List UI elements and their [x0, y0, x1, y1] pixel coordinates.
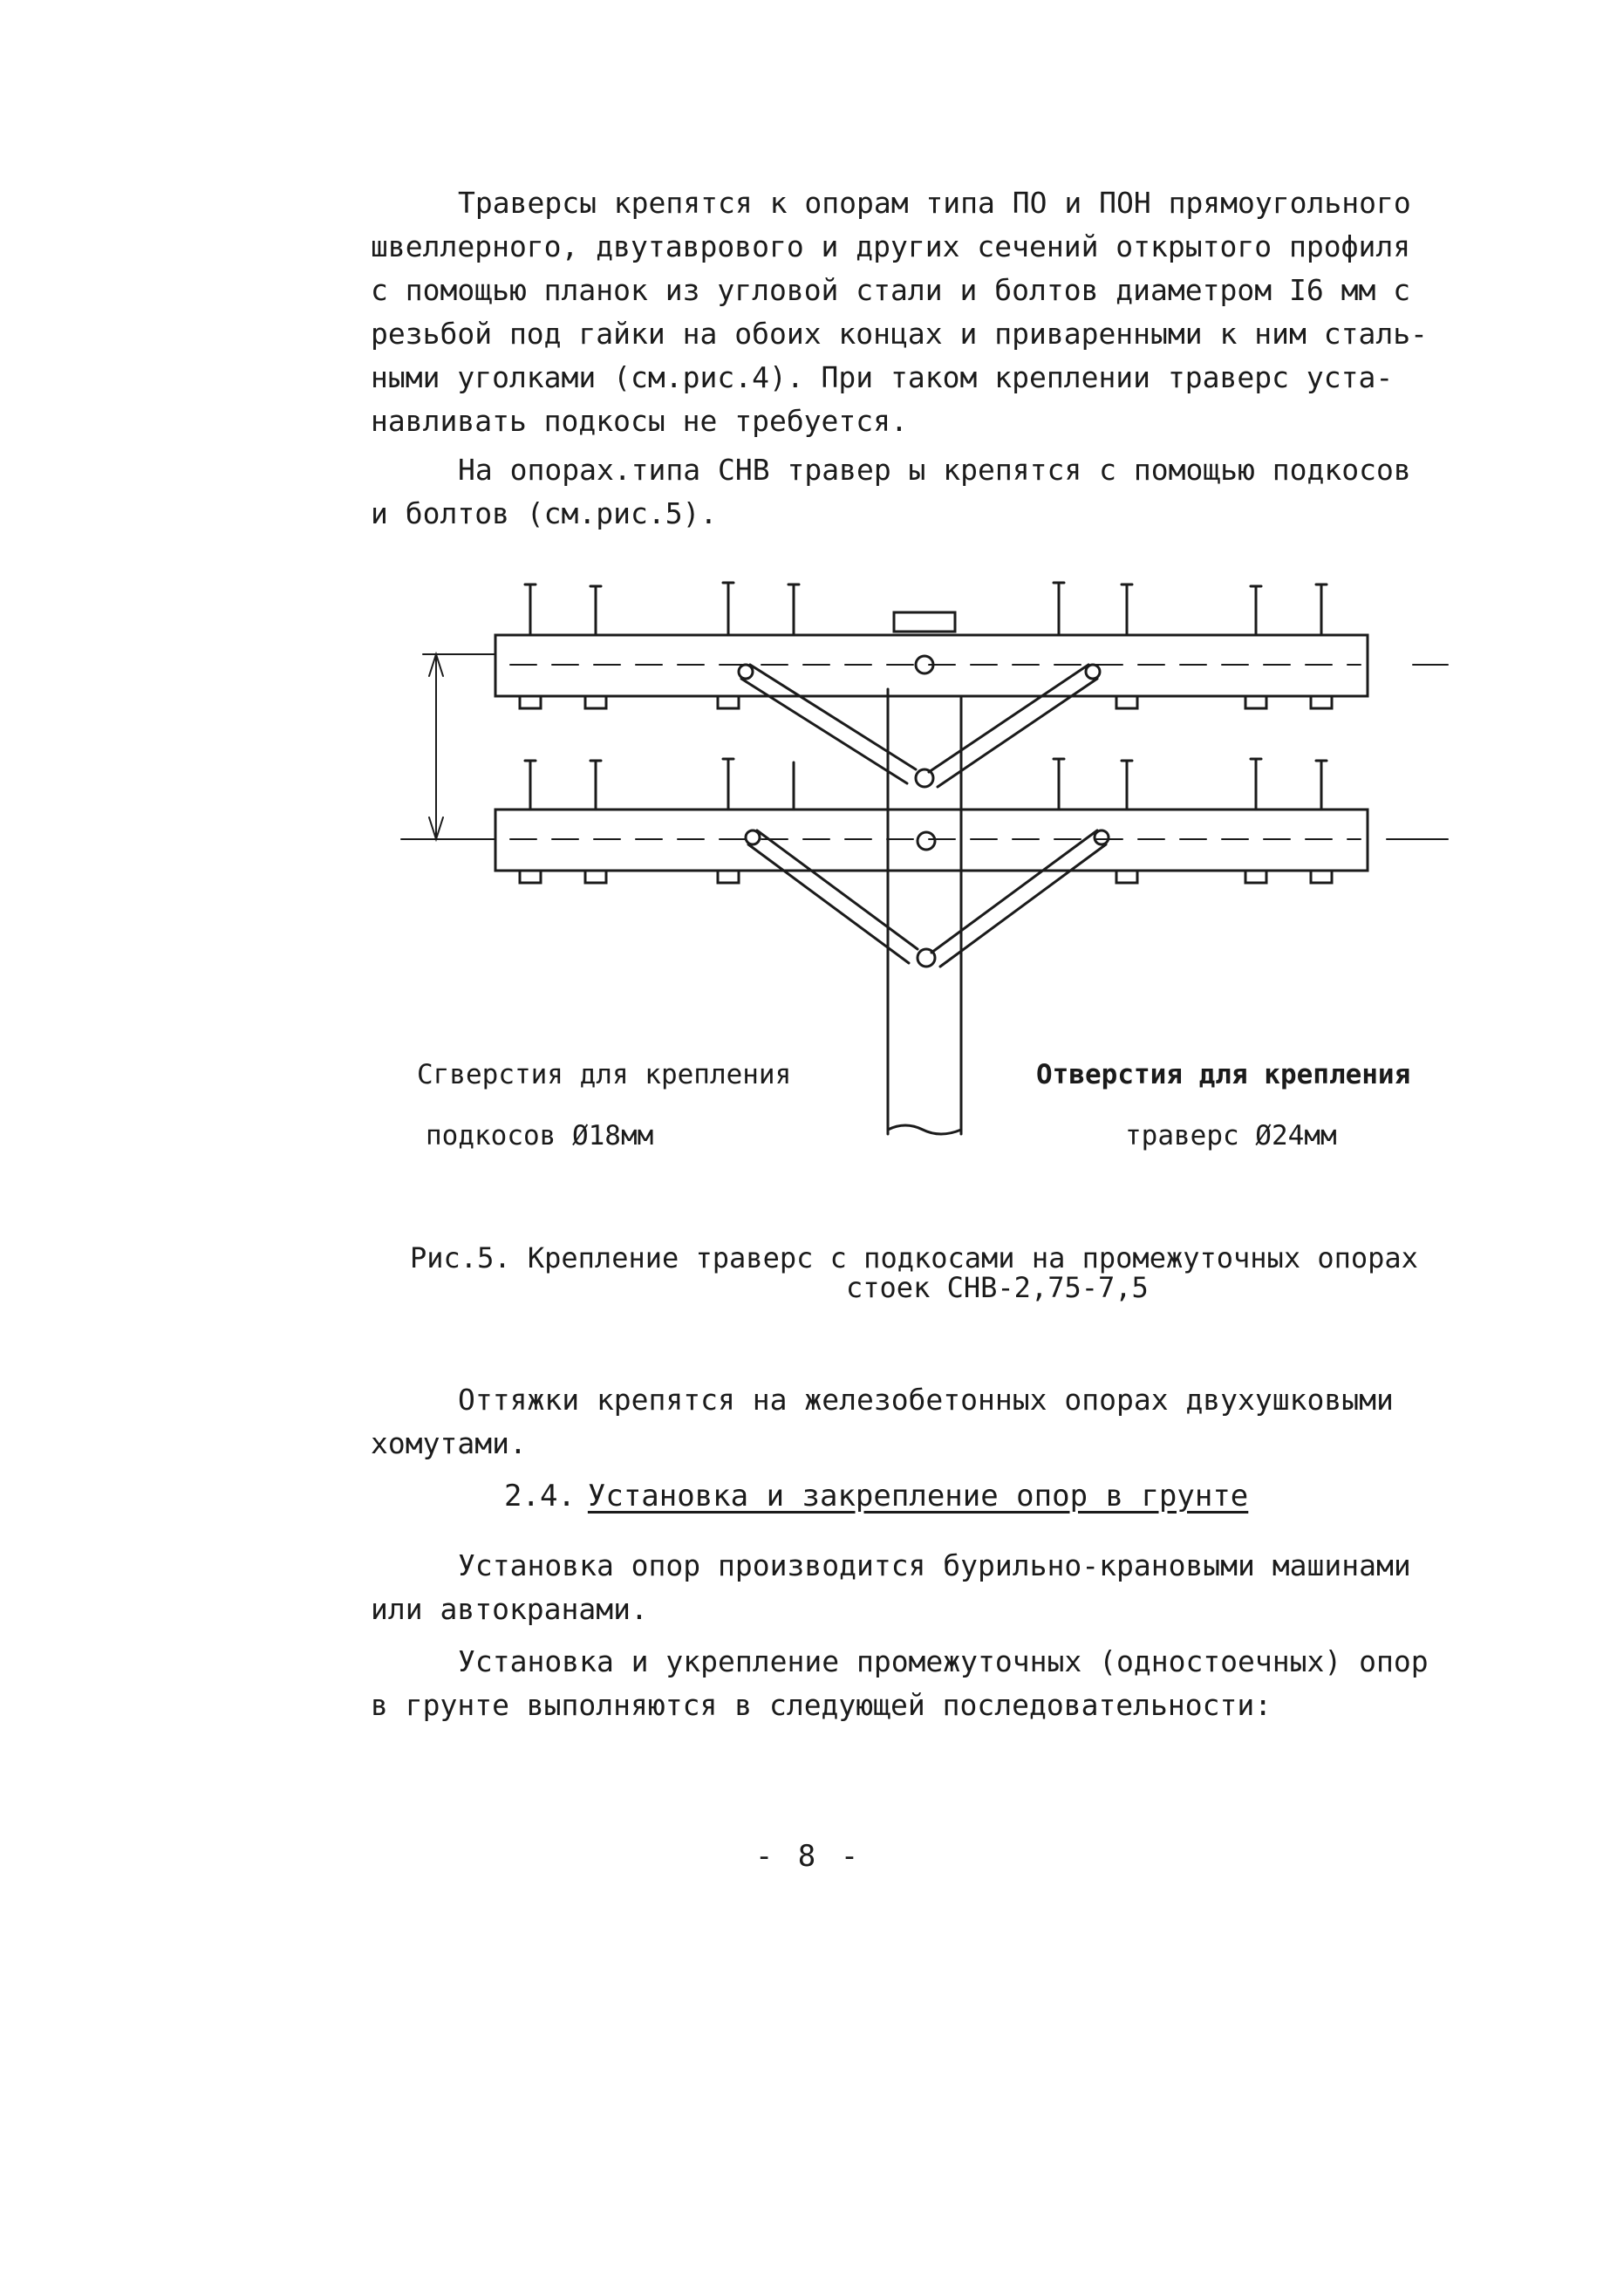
upper-brace-hole-left [739, 665, 753, 679]
label-traverse-holes-diameter: траверс Ø24мм [1125, 1120, 1337, 1151]
lower-brace-joint [918, 949, 935, 967]
section-number: 2.4. [504, 1479, 576, 1514]
paragraph-installation-sequence: Установка и укрепление промежуточных (одностоечных) опор в грунте выполняются в следующей последовательности: [371, 1644, 1429, 1722]
label-brace-holes-diameter: подкосов Ø18мм [426, 1120, 654, 1151]
lower-brace-left-b [748, 844, 909, 963]
upper-brace-left-a [750, 665, 916, 769]
upper-brace-left-b [741, 679, 907, 783]
upper-nuts [520, 696, 1332, 708]
upper-brace-joint [916, 769, 933, 787]
paragraph-guy-wires: Оттяжки крепятся на железобетонных опорах двухушковыми хомутами. [371, 1383, 1394, 1460]
lower-brace-hole-left [746, 830, 760, 844]
lower-brace-right-a [931, 830, 1097, 953]
upper-insulator-pins [525, 583, 1327, 635]
lower-insulator-pins [525, 759, 1327, 810]
figure-caption [410, 1243, 1483, 1302]
lower-brace-left-a [757, 830, 918, 949]
paragraph-installation-machines: Установка опор производится бурильно-крановыми машинами или автокранами. [371, 1548, 1411, 1626]
pole-top-cap [894, 612, 955, 632]
section-title: Установка и закрепление опор в грунте [587, 1479, 1249, 1514]
lower-brace-hole-right [1095, 830, 1109, 844]
upper-brace-right-a [929, 665, 1088, 772]
paragraph-snv-supports: На опорах.типа СНВ травер ы крепятся с помощью подкосов и болтов (см.рис.5). [371, 453, 1411, 530]
caption-line-2: стоек СНВ-2,75-7,5 [846, 1271, 1149, 1304]
lower-bolt-hole [918, 832, 935, 850]
upper-brace-hole-right [1086, 665, 1100, 679]
pole-break-line [888, 1125, 961, 1134]
lower-brace-right-b [940, 844, 1106, 967]
paragraph-traverse-mounting: Траверсы крепятся к опорам типа ПО и ПОН прямоугольного швеллерного, двутаврового и других сечений открытого профиля с помощью планок из угловой стали и болтов диаметром I6 мм с резьбой под гайки на обоих концах и приваренными к ним сталь- ными уголками (см.рис.4). При таком креплении траверс уста- навливать подкосы не требуется. [371, 186, 1428, 438]
label-brace-holes: Сгверстия для крепления [417, 1059, 792, 1090]
lower-nuts [520, 871, 1332, 883]
section-heading [504, 1474, 1248, 1518]
page-number: - 8 - [754, 1839, 863, 1874]
caption-line-1: Рис.5. Крепление траверс с подкосами на промежуточных опорах [410, 1241, 1418, 1274]
label-traverse-holes: Отверстия для крепления [1036, 1059, 1411, 1090]
